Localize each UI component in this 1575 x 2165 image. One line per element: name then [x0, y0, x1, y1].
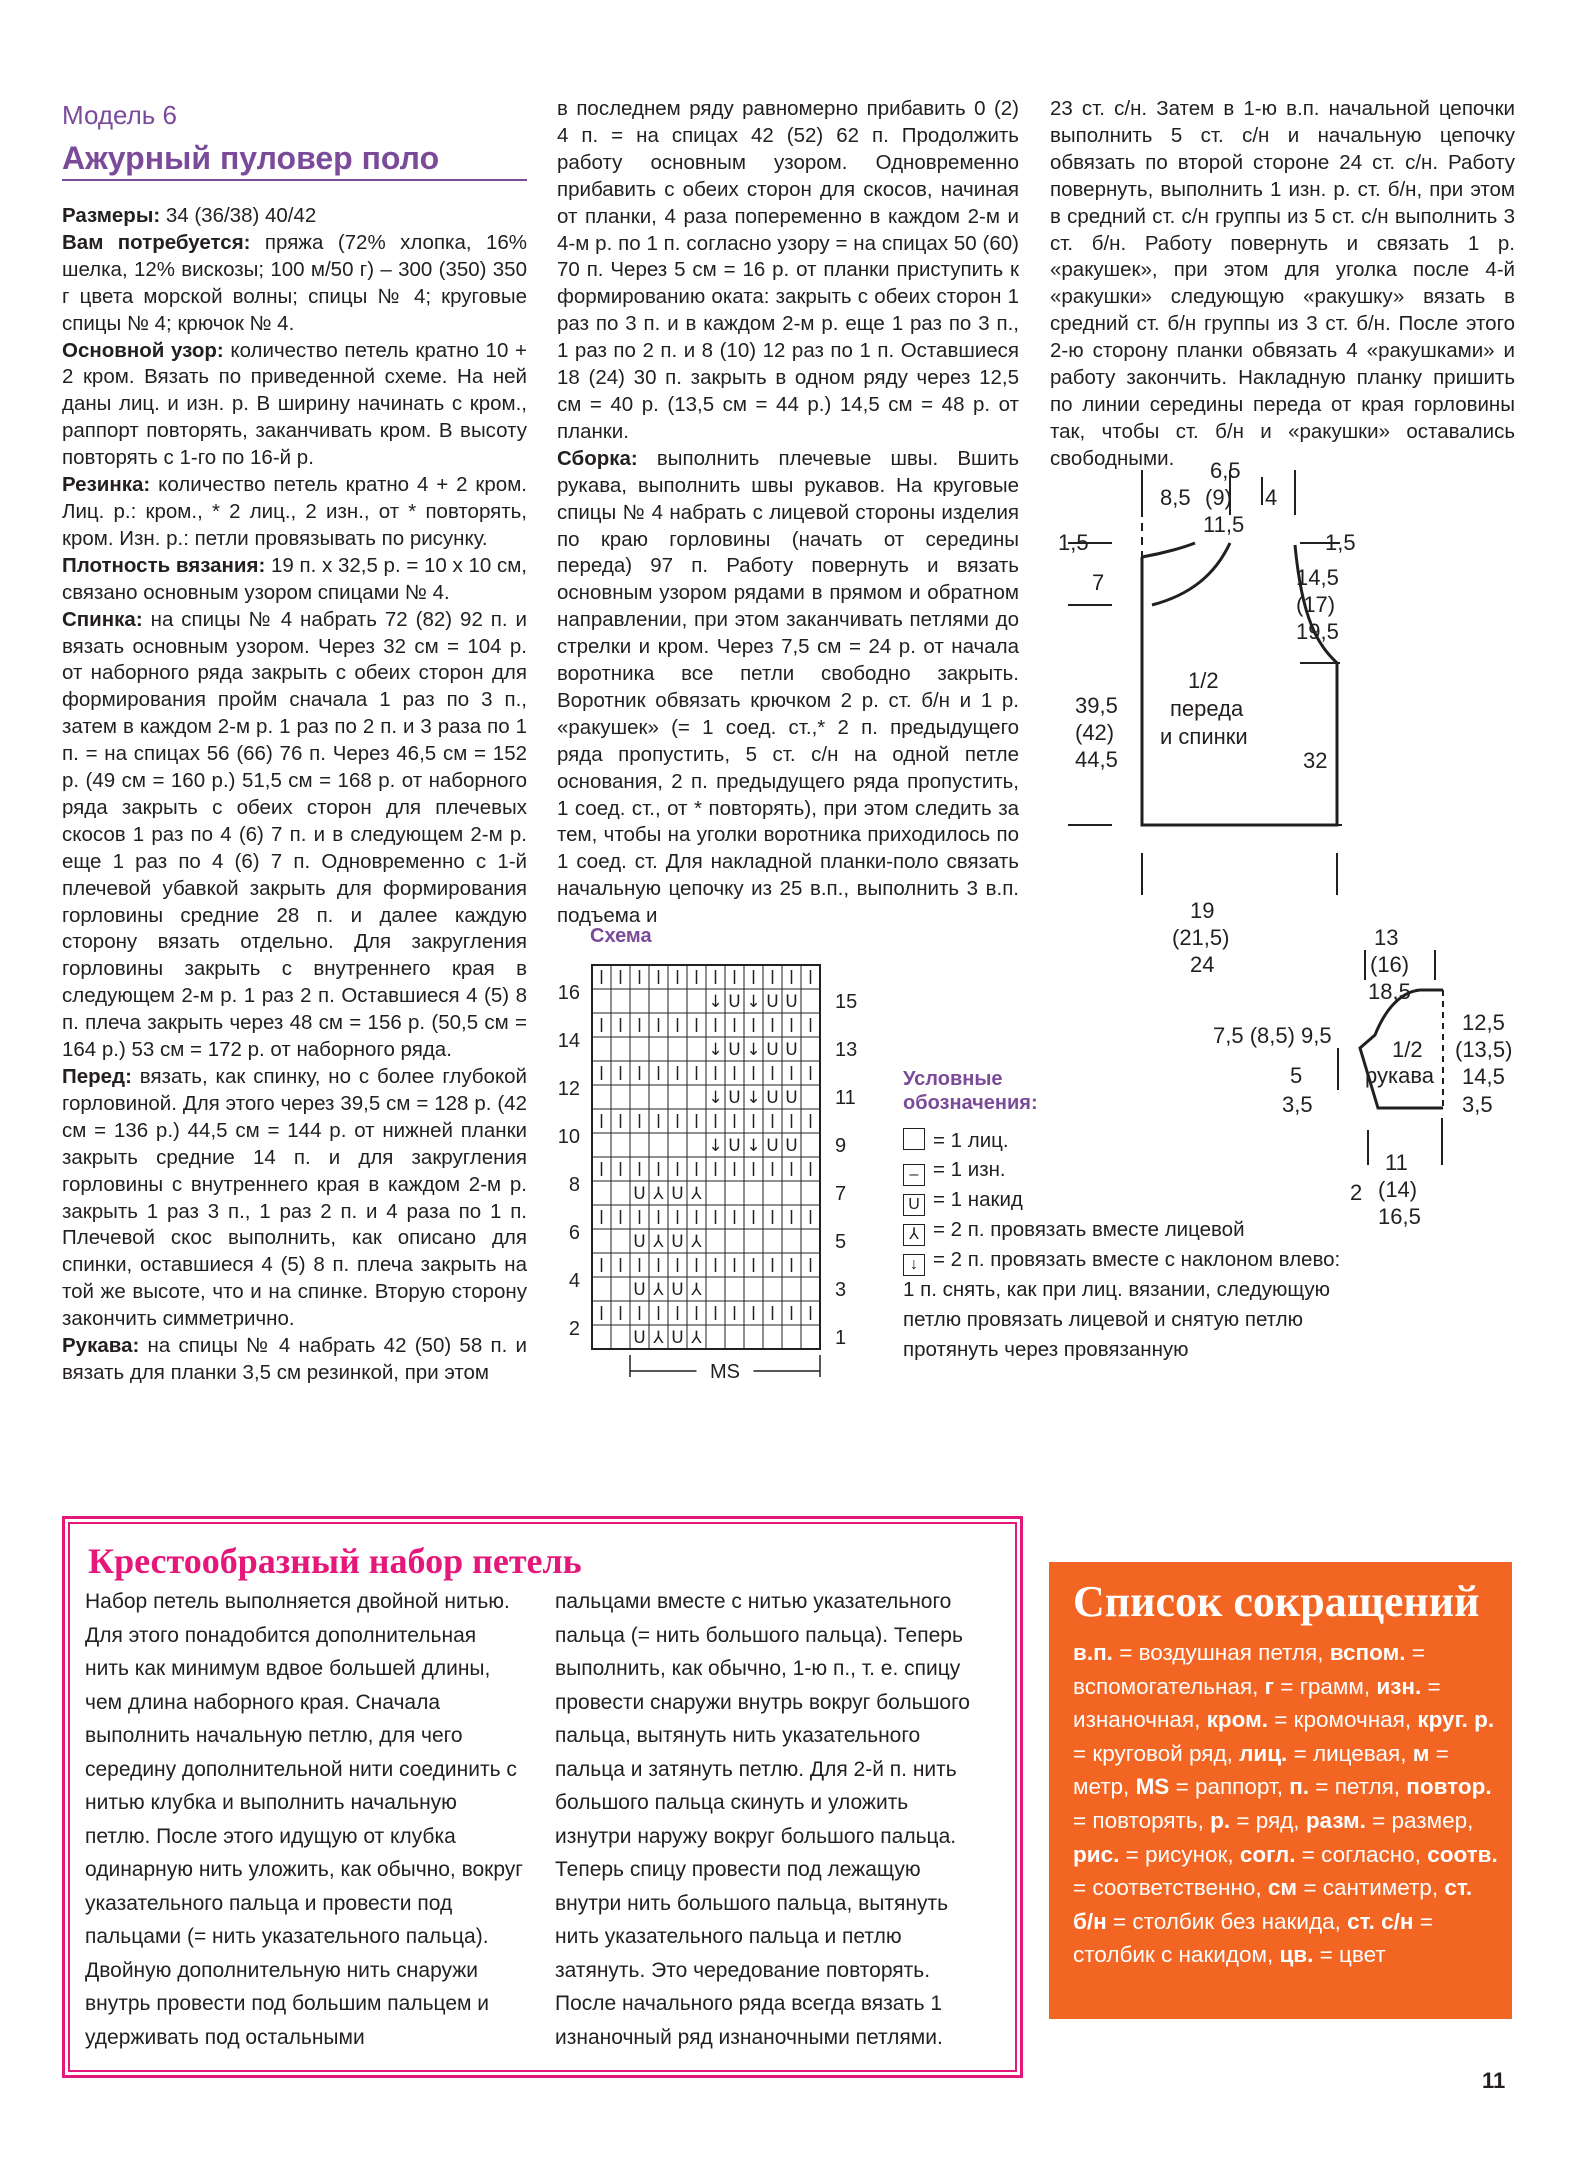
chart-symbol: ↓ — [708, 1040, 723, 1060]
abbr-meaning: = метр, — [1073, 1740, 1449, 1800]
abbr-term: лиц. — [1239, 1740, 1288, 1766]
paragraph-heading: Спинка: — [62, 607, 143, 631]
left-text-column — [62, 203, 527, 1387]
legend-text: = 2 п. провязать вместе лицевой — [933, 1218, 1245, 1241]
chart-symbol: ⅄ — [653, 1328, 664, 1348]
paragraph — [1050, 96, 1515, 473]
paragraph — [62, 230, 527, 338]
row-number-left: 8 — [568, 1174, 580, 1196]
paragraph-heading: Размеры: — [62, 204, 161, 227]
paragraph-heading: Перед: — [62, 1065, 132, 1088]
paragraph-heading: Вам потребуется: — [62, 230, 251, 254]
abbr-term: г — [1264, 1673, 1275, 1699]
abbr-meaning: = соответственно, — [1073, 1875, 1268, 1901]
legend-symbol: – — [903, 1164, 925, 1186]
right-text-column — [1050, 96, 1515, 473]
abbr-term: кром. — [1206, 1707, 1268, 1733]
paragraph — [62, 607, 527, 1064]
middle-text-column — [557, 96, 1019, 930]
abbr-term: MS — [1135, 1774, 1170, 1800]
row-number-left: 6 — [568, 1222, 580, 1244]
row-number-left: 4 — [568, 1270, 580, 1292]
paragraph — [557, 96, 1019, 446]
abbr-meaning: = воздушная петля, — [1112, 1640, 1330, 1665]
chart-symbol: ⅄ — [691, 1232, 702, 1252]
legend-note-line: 1 п. снять, как при лиц. вязании, следующую — [903, 1278, 1331, 1301]
page-number: 11 — [1482, 2068, 1506, 2093]
chart-symbol: U — [785, 1040, 798, 1060]
dim-width-c: 24 — [1190, 952, 1215, 977]
abbr-term: ст. с/н — [1347, 1908, 1414, 1934]
chart-symbol: ⅄ — [653, 1232, 664, 1252]
dim-right-small: 1,5 — [1325, 530, 1356, 555]
abbr-term: повтор. — [1406, 1774, 1492, 1800]
dim-left-small: 1,5 — [1058, 530, 1089, 555]
sleeve-bottom-left: 2 — [1350, 1180, 1363, 1205]
chart-symbol: ↓ — [708, 1136, 723, 1156]
scheme-title: Схема — [590, 925, 652, 947]
abbr-meaning: = столбик с накидом, — [1073, 1908, 1433, 1968]
chart-symbol: ⅄ — [653, 1184, 664, 1204]
dim-height-b: (42) — [1075, 720, 1115, 745]
dim-height-a: 39,5 — [1075, 693, 1118, 718]
abbr-meaning: = лицевая, — [1287, 1740, 1413, 1766]
sleeve-center-b: рукава — [1365, 1063, 1435, 1088]
chart-symbol: ↓ — [746, 992, 761, 1012]
abbr-term: р. — [1210, 1807, 1231, 1833]
chart-symbol: U — [633, 1280, 646, 1300]
chart-symbol: U — [766, 992, 779, 1012]
dim-height-right: 32 — [1303, 748, 1328, 773]
sleeve-top-c: 18,5 — [1368, 979, 1411, 1004]
sleeve-right-35: 3,5 — [1462, 1092, 1493, 1117]
chart-symbol: U — [671, 1328, 684, 1348]
abbr-term: согл. — [1239, 1841, 1296, 1867]
abbr-meaning: = раппорт, — [1169, 1774, 1290, 1800]
abbr-meaning: = повторять, — [1073, 1807, 1211, 1833]
abbr-meaning: = петля, — [1309, 1774, 1407, 1800]
abbr-term: в.п. — [1073, 1640, 1113, 1665]
abbr-meaning: = изнаночная, — [1073, 1673, 1441, 1733]
chart-symbol: U — [785, 992, 798, 1012]
abbr-meaning: = круговой ряд, — [1073, 1740, 1240, 1766]
row-number-right: 11 — [835, 1087, 856, 1109]
dim-left-seven: 7 — [1092, 570, 1105, 595]
sleeve-left-35: 3,5 — [1282, 1092, 1313, 1117]
abbr-term: см — [1267, 1875, 1298, 1901]
abbr-meaning: = согласно, — [1295, 1841, 1428, 1867]
legend-text: = 2 п. провязать вместе с наклоном влево: — [933, 1248, 1341, 1271]
sleeve-center-a: 1/2 — [1392, 1037, 1423, 1062]
paragraph-heading: Рукава: — [62, 1334, 140, 1358]
abbr-term: ст. б/н — [1073, 1875, 1473, 1934]
chart-symbol: ↓ — [746, 1136, 761, 1156]
chart-symbol: U — [766, 1088, 779, 1108]
dim-height-c: 44,5 — [1075, 747, 1118, 772]
paragraph — [62, 338, 527, 473]
chart-symbol: ⅄ — [691, 1184, 702, 1204]
legend-item — [903, 1128, 1009, 1153]
chart-symbol: ↓ — [746, 1088, 761, 1108]
sleeve-top-a: 13 — [1374, 925, 1399, 950]
abbr-term: соотв. — [1427, 1841, 1498, 1867]
legend-item — [903, 1218, 1245, 1246]
chart-symbol: U — [671, 1184, 684, 1204]
paragraph-text: в последнем ряду равномерно прибавить 0 (2) 4 п. = на спицах 42 (52) 62 п. Продолжить работу основным узором. Одновременно прибавить с обеих сторон для скосов, начиная от планки, 4 раза попеременно в каждом 2-м и 4-м р. по 1 п. согласно узору = на спицах 50 (60) 70 п. Через 5 см = 16 р. от планки приступить к формированию оката: закрыть с обеих сторон 1 раз по 3 п. и в каждом 2-м р. еще 1 раз по 3 п., 1 раз по 2 п. и 8 (10) 12 раз по 1 п. Оставшиеся 18 (24) 30 п. закрыть в одном ряду через 12,5 см = 40 р. (13,5 см = 44 р.) 14,5 см = 48 р. от планки. — [557, 97, 1019, 443]
chart-symbol: U — [671, 1280, 684, 1300]
model-number: Модель 6 — [62, 100, 178, 130]
row-number-left: 16 — [557, 982, 580, 1004]
repeat-label: MS — [710, 1361, 740, 1380]
abbr-meaning: = цвет — [1313, 1942, 1386, 1968]
title-underline — [62, 179, 527, 181]
sleeve-left: 7,5 (8,5) 9,5 — [1213, 1023, 1332, 1048]
sleeve-right-a: 12,5 — [1462, 1010, 1505, 1035]
sleeve-right-b: (13,5) — [1455, 1037, 1513, 1062]
chart-symbol: U — [633, 1232, 646, 1252]
paragraph-text: пряжа (72% хлопка, 16% шелка, 12% вискозы; 100 м/50 г) – 300 (350) 350 г цвета морской волны; спицы № 4; круговые спицы № 4; крючок № 4. — [62, 230, 528, 335]
paragraph-heading: Основной узор: — [62, 338, 224, 362]
chart-symbol: U — [766, 1136, 779, 1156]
abbr-meaning: = грамм, — [1274, 1673, 1377, 1699]
abbr-term: п. — [1289, 1774, 1310, 1800]
abbr-meaning: = вспомогательная, — [1073, 1640, 1425, 1699]
row-number-right: 5 — [835, 1231, 847, 1253]
paragraph — [62, 472, 527, 553]
dim-width-a: 19 — [1190, 898, 1215, 923]
cast-on-col2: пальцами вместе с нитью указательного пальца (= нить большого пальца). Теперь выполнить, как обычно, 1-ю п., т. е. спицу провести снаружи внутрь вокруг большого пальца, вытянуть нить указательного пальца и затянуть петлю. Для 2-й п. нить большого пальца скинуть и уложить изнутри наружу вокруг большого пальца. Теперь спицу провести под лежащую внутри нить большого пальца, вытянуть нить указательного пальца и петлю затянуть. Это чередование повторять. После начального ряда всегда вязать 1 изнаночный ряд изнаночными петлями. — [555, 1590, 970, 2049]
chart-symbol: U — [785, 1136, 798, 1156]
paragraph-text: вязать, как спинку, но с более глубокой горловиной. Для этого через 39,5 см = 128 р. (42 см = 136 р.) 44,5 см = 144 р. от нижней планки закрыть средние 14 п. и для закругления горловины с внутреннего края в каждом 2-м р. закрыть 1 раз 3 п., 1 раз 2 п. и 4 раза по 1 п. Плечевой скос выполнить, как описано для спинки, оставшиеся 4 (5) 8 п. плеча закрыть на той же высоте, что и на спинке. Вторую сторону закончить симметрично. — [62, 1065, 527, 1331]
dim-neck-left: 8,5 — [1160, 485, 1191, 510]
sleeve-left-five: 5 — [1290, 1063, 1303, 1088]
chart-symbol: ⅄ — [691, 1328, 702, 1348]
paragraph-text: 23 ст. с/н. Затем в 1-ю в.п. начальной цепочки выполнить 5 ст. с/н и начальную цепочку обвязать по второй стороне 24 ст. с/н. Работу повернуть, выполнить 1 изн. р. ст. б/н, при этом в средний ст. с/н группы из 5 ст. с/н выполнить 3 ст. б/н. Работу повернуть и связать 1 р. «ракушек», при этом для уголка после 4-й «ракушки» следующую «ракушку» вязать в средний ст. б/н группы из 3 ст. б/н. После этого 2-ю сторону планки обвязать 4 «ракушками» и работу закончить. Накладную планку пришить по линии середины переда от края горловины так, чтобы ст. б/н и «ракушки» оставались свободными. — [1050, 97, 1515, 470]
sleeve-right-c: 14,5 — [1462, 1064, 1505, 1089]
abbreviations-list — [1073, 1636, 1498, 1972]
dim-neck-mid: (9) — [1205, 485, 1232, 510]
paragraph-text: 34 (36/38) 40/42 — [160, 204, 317, 227]
sleeve-bottom-c: 16,5 — [1378, 1204, 1421, 1229]
sleeve-bottom-a: 11 — [1385, 1150, 1408, 1175]
chart-symbol: U — [633, 1328, 646, 1348]
paragraph-text: количество петель кратно 4 + 2 кром. Лиц. р.: кром., * 2 лиц., 2 изн., от * повторять, кром. Изн. р.: петли провязывать по рисунку. — [62, 473, 527, 550]
sleeve-bottom-b: (14) — [1378, 1177, 1418, 1202]
row-number-right: 13 — [835, 1039, 858, 1061]
sleeve-top-b: (16) — [1370, 952, 1410, 977]
chart-symbol: U — [728, 992, 741, 1012]
cast-on-col1: Набор петель выполняется двойной нитью. Для этого понадобится дополнительная нить как минимум вдвое большей длины, чем длина наборного края. Сначала выполнить начальную петлю, для чего середину дополнительной нити соединить с нитью клубка и выполнить начальную петлю. После этого идущую от клубка одинарную нить уложить, как обычно, вокруг указательного пальца и провести под пальцами (= нить указательного пальца). Двойную дополнительную нить снаружи внутрь провести под большим пальцем и удерживать под остальными — [85, 1590, 523, 2049]
chart-symbol: U — [728, 1040, 741, 1060]
dim-neck-bottom: 11,5 — [1203, 512, 1245, 537]
abbr-term: рис. — [1073, 1841, 1120, 1867]
legend-note-line: петлю провязать лицевой и снятую петлю — [903, 1308, 1303, 1331]
abbr-term: изн. — [1376, 1673, 1422, 1699]
dim-right-b: (17) — [1296, 592, 1336, 617]
paragraph-heading: Плотность вязания: — [62, 553, 266, 577]
abbr-meaning: = кромочная, — [1267, 1707, 1418, 1733]
legend-text: = 1 лиц. — [933, 1129, 1009, 1152]
abbr-term: разм. — [1305, 1807, 1366, 1833]
abbr-meaning: = размер, — [1365, 1807, 1474, 1833]
abbr-term: круг. р. — [1417, 1707, 1495, 1733]
paragraph-text: выполнить плечевые швы. Вшить рукава, выполнить швы рукавов. На круговые спицы № 4 набрать с лицевой стороны изделия по краю горловины (начать от середины переда) 97 п. Работу повернуть и вязать основным узором рядами в прямом и обратном направлении, при этом заканчивать петлями до стрелки и кром. Через 7,5 см = 24 р. от начала воротника все петли свободно закрыть. Воротник обвязать крючком 2 р. ст. б/н и 1 р. «ракушек» (= 1 соед. ст.,* 2 п. предыдущего ряда пропустить, 5 ст. с/н на одной петле основания, 2 п. предыдущего ряда пропустить, 1 соед. ст., от * повторять), при этом следить за тем, чтобы на уголки воротника приходилось по 1 соед. ст. Для накладной планки-поло связать начальную цепочку из 25 в.п., выполнить 3 в.п. подъема и — [557, 446, 1019, 928]
chart-symbol: U — [633, 1184, 646, 1204]
knitting-chart — [550, 950, 885, 1380]
abbr-meaning: = сантиметр, — [1297, 1875, 1445, 1901]
chart-symbol: U — [728, 1136, 741, 1156]
chart-symbol: U — [728, 1088, 741, 1108]
row-number-right: 15 — [835, 991, 858, 1013]
dim-right-a: 14,5 — [1296, 565, 1339, 590]
legend-symbol: U — [903, 1194, 925, 1216]
paragraph-text: на спицы № 4 набрать 72 (82) 92 п. и вязать основным узором. Через 32 см = 104 р. от наборного ряда закрыть с обеих сторон для формирования пройм сначала 1 раз по 3 п., затем в каждом 2-м р. 1 раз по 2 п. и 3 раза по 1 п. = на спицах 56 (66) 76 п. Через 46,5 см = 152 р. (49 см = 160 р.) 51,5 см = 168 р. от наборного ряда закрыть с обеих сторон для плечевых скосов 1 раз по 4 (6) 7 п. и в следующем 2-м р. еще 1 раз по 4 (6) 7 п. Одновременно с 1-й плечевой убавкой закрыть для формирования горловины средние 28 п. и далее каждую сторону вязать отдельно. Для закругления горловины закрыть с внутреннего края в следующем 2-м р. 1 раз 2 п. Оставшиеся 4 (5) 8 п. плеча закрыть через 48 см = 156 р. (50,5 см = 164 р.) 53 см = 172 р. от наборного ряда. — [62, 607, 527, 1062]
row-number-left: 2 — [568, 1318, 580, 1340]
legend-note-line: протянуть через провязанную — [903, 1338, 1189, 1361]
paragraph-text: количество петель кратно 10 + 2 кром. Вязать по приведенной схеме. На ней даны лиц. и изн. р. В ширину начинать с кром., раппорт повторять, заканчивать кром. В высоту повторять с 1-го по 16-й р. — [62, 338, 527, 470]
abbr-term: цв. — [1279, 1942, 1314, 1968]
abbr-term: вспом. — [1329, 1640, 1406, 1665]
paragraph-text: на спицы № 4 набрать 42 (50) 58 п. и вязать для планки 3,5 см резинкой, при этом — [62, 1334, 527, 1384]
row-number-left: 14 — [557, 1030, 580, 1052]
row-number-right: 3 — [835, 1279, 847, 1301]
legend-item — [903, 1248, 1340, 1276]
chart-symbol: U — [671, 1232, 684, 1252]
abbreviations-title: Список сокращений — [1073, 1577, 1480, 1626]
chart-symbol: U — [766, 1040, 779, 1060]
abbr-term: м — [1412, 1740, 1430, 1766]
dim-top: 6,5 — [1210, 458, 1241, 483]
row-number-right: 7 — [835, 1183, 847, 1205]
center-label-c: и спинки — [1160, 724, 1248, 749]
center-label-b: переда — [1170, 696, 1244, 721]
legend-symbol — [903, 1128, 925, 1150]
chart-symbol: U — [785, 1088, 798, 1108]
legend-item — [903, 1188, 1023, 1216]
dim-right-c: 19,5 — [1296, 619, 1339, 644]
row-number-right: 1 — [835, 1327, 847, 1349]
paragraph — [557, 446, 1019, 930]
paragraph — [62, 553, 527, 607]
legend-text: = 1 накид — [933, 1188, 1023, 1211]
legend-symbol: ⅄ — [903, 1224, 925, 1246]
abbr-meaning: = ряд, — [1230, 1807, 1306, 1833]
paragraph-heading: Резинка: — [62, 473, 151, 497]
center-label-a: 1/2 — [1188, 668, 1219, 693]
paragraph — [62, 203, 527, 230]
abbr-meaning: = столбик без накида, — [1106, 1908, 1348, 1934]
paragraph — [62, 1333, 527, 1387]
abbr-meaning: = рисунок, — [1119, 1841, 1240, 1867]
row-number-left: 10 — [557, 1126, 580, 1148]
legend-text: = 1 изн. — [933, 1158, 1006, 1181]
row-number-right: 9 — [835, 1135, 847, 1157]
paragraph-heading: Сборка: — [557, 446, 638, 470]
chart-symbol: ↓ — [708, 992, 723, 1012]
dim-width-b: (21,5) — [1172, 925, 1230, 950]
chart-symbol: ↓ — [746, 1040, 761, 1060]
chart-symbol: ↓ — [708, 1088, 723, 1108]
paragraph-text: 19 п. х 32,5 р. = 10 х 10 см, связано основным узором спицами № 4. — [62, 553, 527, 604]
legend-title: Условные обозначения: — [903, 1068, 1038, 1114]
cast-on-title: Крестообразный набор петель — [88, 1541, 582, 1581]
dim-neck-right: 4 — [1265, 485, 1278, 510]
chart-symbol: ⅄ — [691, 1280, 702, 1300]
page-title: Ажурный пуловер поло — [62, 140, 440, 176]
row-number-left: 12 — [557, 1078, 580, 1100]
legend-item — [903, 1158, 1006, 1186]
chart-symbol: ⅄ — [653, 1280, 664, 1300]
legend-symbol: ↓ — [903, 1254, 925, 1276]
paragraph — [62, 1064, 527, 1333]
